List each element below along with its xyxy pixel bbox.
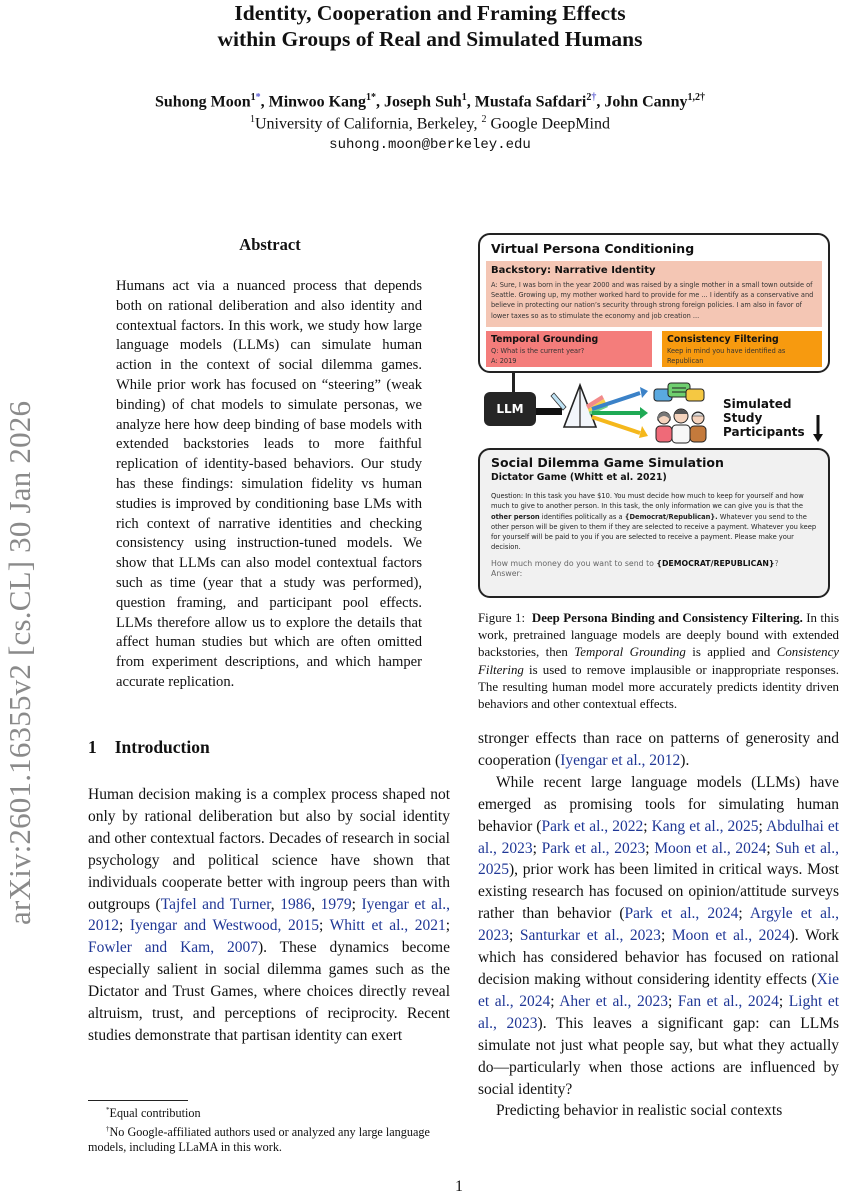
sdg-question-part: Question: In this task you have $10. You must decide how much to keep for yourself and how much to give to another person. In this task, the only information we can give you is that the — [491, 492, 804, 511]
abstract-body: Humans act via a nuanced process that depends both on rational deliberation and also identity and contextual factors. In this work, we study how large language models (LLMs) can simulate human action in the context of social dilemma games. While prior work has focused on “steering” (weak binding) of chat models to simulate personas, we analyze here how deep binding of base models with extended backstories leads to more faithful replication of identity-based behaviors. Our study has these findings: simulation fidelity vs human studies is improved by conditioning base LMs with rich context of narrative identities and checking consistency using instruction-tuned models. We show that LLMs can also model contextual factors such as time (year that a study was performed), question framing, and participant pool effects. LLMs therefore allow us to explore the details that affect human studies but which are often omitted from experiment descriptions, and which hamper accurate replication. — [116, 278, 422, 690]
citation-link[interactable]: Iyengar et al., 2012 — [560, 751, 681, 769]
affiliations — [80, 114, 780, 133]
consistency-filtering-text: Keep in mind you have identified as Republican — [667, 347, 786, 365]
body-text: ). — [680, 751, 690, 769]
temporal-grounding-text — [491, 347, 584, 366]
down-arrow-icon — [813, 415, 823, 443]
author-name: Minwoo Kang — [268, 93, 366, 111]
affiliation-mark: 1 — [250, 92, 256, 103]
caption-bold: Deep Persona Binding and Consistency Filtering. — [531, 611, 803, 625]
intro-right-column — [478, 728, 839, 1122]
footnote-mark: * — [106, 1106, 110, 1114]
citation-link[interactable]: Argyle et al., 2023 — [478, 905, 840, 945]
author-name: Joseph Suh — [383, 93, 462, 111]
citation-link[interactable]: Aher et al., 2023 — [559, 992, 668, 1010]
section-heading-introduction — [88, 737, 210, 758]
paragraph — [478, 728, 839, 772]
connector-line — [512, 371, 515, 393]
caption-label: Figure 1: — [478, 611, 526, 625]
separator: ; — [738, 905, 750, 923]
paragraph — [478, 772, 839, 1101]
separator: ; — [667, 992, 678, 1010]
author-name: John Canny — [604, 93, 688, 111]
citation-link[interactable]: 1986 — [280, 895, 312, 913]
sdg-prompt-text: How much money do you want to send to — [491, 559, 657, 568]
sdg-question-part: Whatever you send to the other person will be given to them if they are selected to receive a payment. Whatever you keep for yourself will be paid to you if you are selected to receive a payment. Please make your decision. — [491, 512, 817, 552]
sdg-title: Social Dilemma Game Simulation — [491, 455, 724, 470]
title-line-1: Identity, Cooperation and Framing Effects — [234, 1, 626, 25]
citation-link[interactable]: Moon et al., 2024 — [671, 927, 790, 945]
footnote-equal-contribution — [88, 1103, 458, 1122]
vpc-title: Virtual Persona Conditioning — [491, 241, 695, 256]
separator: ; — [532, 839, 542, 857]
caption-text: is applied and — [685, 645, 777, 660]
intro-left-column — [88, 784, 450, 1047]
separator: , — [311, 895, 321, 913]
paper-title — [120, 0, 740, 52]
footnote-link[interactable]: * — [370, 92, 376, 103]
sdg-subtitle: Dictator Game (Whitt et al. 2021) — [491, 472, 667, 483]
citation-link[interactable]: Light et al., 2023 — [478, 992, 840, 1032]
consistency-filtering-title: Consistency Filtering — [667, 334, 779, 345]
body-text: ). These dynamics become especially salient in social dilemma games such as the Dictator and Trust Games, where choices directly reveal altruism, trust, and perceptions of reciprocity. Recent studies demonstrate that partisan identity can exert — [88, 939, 450, 1044]
footnotes — [88, 1103, 458, 1156]
separator: ; — [766, 839, 776, 857]
affiliation-mark: 2 — [586, 92, 592, 103]
citation-link[interactable]: Fowler and Kam, 2007 — [88, 939, 258, 957]
temporal-grounding-box — [486, 331, 652, 367]
footnote-divider — [88, 1100, 188, 1101]
citation-link[interactable]: Fan et al., 2024 — [677, 992, 779, 1010]
temporal-question: Q: What is the current year? — [491, 347, 585, 355]
sdg-prompt-text: ? — [774, 559, 779, 568]
author-name: Mustafa Safdari — [474, 93, 587, 111]
affiliation-mark: 1 — [365, 92, 371, 103]
figure-caption — [478, 610, 839, 713]
abstract-heading: Abstract — [239, 235, 301, 254]
backstory-box — [486, 261, 822, 327]
backstory-text: A: Sure, I was born in the year 2000 and was raised by a single mother in a small town outside of Seattle. Growing up, my mother worked hard to provide for me ... I identify as a conservative and believe in protecting our nation’s security through strong foreign policies. I am also in favor of lower taxes so as to stimulate the economy and job creation ... — [491, 281, 814, 320]
separator: ; — [318, 917, 330, 935]
citation-link[interactable]: Moon et al., 2024 — [654, 839, 767, 857]
social-dilemma-game-box — [478, 448, 830, 598]
separator: ; — [445, 917, 451, 935]
separator: ; — [509, 927, 520, 945]
footnote-text: No Google-affiliated authors used or analyzed any large language models, including LLaMA in this work. — [88, 1124, 430, 1155]
citation-link[interactable]: Park et al., 2023 — [541, 839, 646, 857]
body-text: Human decision making is a complex process shaped not only by rational deliberation but also by social identity and other contextual factors. Decades of research in social psychology and political science have shown that individuals cooperate better with ingroup peers than with outgroups ( — [88, 786, 450, 913]
sdg-question-part: identifies politically as a — [539, 512, 625, 521]
figure-1 — [478, 233, 832, 598]
section-title: Introduction — [114, 737, 210, 757]
citation-link[interactable]: Park et al., 2024 — [624, 905, 739, 923]
affiliation-deepmind: Google DeepMind — [486, 115, 610, 133]
separator: ; — [645, 839, 655, 857]
sdg-prompt — [491, 559, 821, 578]
citation-link[interactable]: Iyengar and Westwood, 2015 — [129, 917, 319, 935]
citation-link[interactable]: Whitt et al., 2021 — [329, 917, 446, 935]
body-text: stronger effects than race on patterns of generosity and cooperation ( — [478, 730, 839, 769]
caption-text: is used to remove implausible or inappropriate responses. The resulting human model more accurately predicts identity driven behaviors and other contextual effects. — [478, 662, 839, 712]
page-number: 1 — [455, 1178, 463, 1195]
title-line-2: within Groups of Real and Simulated Humans — [217, 27, 643, 51]
body-text: While recent large language models (LLMs) have emerged as promising tools for simulating human behavior ( — [478, 773, 839, 835]
footnote-link[interactable]: * — [255, 92, 261, 103]
separator: ; — [758, 817, 767, 835]
caption-text: In this work, pretrained language models are deeply bound with extended backstories, then — [478, 611, 839, 660]
citation-link[interactable]: Santurkar et al., 2023 — [519, 927, 661, 945]
body-text: ). This leaves a significant gap: can LLMs simulate not just what people say, but what they actually do—particularly when those actions are influenced by social identity? — [478, 1014, 840, 1098]
footnote-link[interactable]: † — [699, 92, 705, 103]
affiliation-number: 1 — [250, 114, 255, 125]
citation-link[interactable]: Suh et al., 2025 — [478, 839, 840, 879]
consistency-filtering-box — [662, 331, 822, 367]
sdg-answer: Answer: — [491, 568, 523, 578]
citation-link[interactable]: Tajfel and Turner — [160, 895, 271, 913]
prism-and-participants-icon — [536, 381, 716, 451]
separator: ; — [119, 917, 130, 935]
virtual-persona-conditioning-box — [478, 233, 830, 373]
section-number: 1 — [88, 737, 97, 757]
footnote-text: Equal contribution — [109, 1106, 201, 1121]
participants-line-1: Simulated Study — [723, 397, 792, 425]
citation-link[interactable]: Xie et al., 2024 — [478, 970, 839, 1010]
footnote-google-disclaimer — [88, 1122, 458, 1156]
citation-link[interactable]: Abdulhai et al., 2023 — [478, 817, 840, 857]
participants-line-2: Participants — [723, 425, 805, 439]
separator: , — [270, 895, 281, 913]
caption-italic: Consistency Filtering — [478, 645, 840, 677]
body-text: ), prior work has been limited in critical ways. Most existing research has focused on opinion/attitude surveys rather than behavior ( — [478, 861, 839, 923]
sdg-prompt-bold: {DEMOCRAT/REPUBLICAN} — [656, 559, 775, 568]
separator: ; — [660, 927, 672, 945]
separator: ; — [643, 817, 652, 835]
temporal-grounding-title: Temporal Grounding — [491, 334, 599, 345]
llm-box: LLM — [484, 392, 536, 426]
body-text: ). Work which has considered behavior has focused on rational decision making without considering identity effects ( — [478, 927, 840, 988]
paragraph: Predicting behavior in realistic social contexts — [496, 1102, 783, 1120]
affiliation-berkeley: University of California, Berkeley, — [255, 115, 482, 133]
arxiv-identifier-stamp: arXiv:2601.16355v2 [cs.CL] 30 Jan 2026 — [2, 400, 37, 925]
sdg-question-bold: other person — [491, 512, 540, 521]
affiliation-number: 2 — [481, 114, 487, 125]
citation-link[interactable]: Iyengar et al., 2012 — [88, 895, 451, 935]
footnote-link[interactable]: † — [591, 92, 597, 103]
affiliation-mark: 1,2 — [687, 92, 700, 103]
separator: ; — [778, 992, 789, 1010]
author-list: Suhong Moon$^{1*}$, Minwoo Kang$^{1*}$, Joseph Suh$^1$, Mustafa Safdari$^{2\dagger}$, John Canny$^{1,2\dagger}$ — [155, 92, 705, 111]
footnote-mark: † — [106, 1124, 110, 1133]
citation-link[interactable]: Park et al., 2022 — [541, 817, 644, 835]
separator: ; — [550, 992, 560, 1010]
separator: ; — [351, 895, 362, 913]
llm-connector — [536, 408, 562, 415]
citation-link[interactable]: 1979 — [320, 895, 352, 913]
author-name: Suhong Moon — [155, 93, 251, 111]
affiliation-mark: 1 — [461, 92, 467, 103]
citation-link[interactable]: Kang et al., 2025 — [651, 817, 759, 835]
sdg-question-bold: {Democrat/Republican}. — [624, 512, 718, 521]
backstory-title: Backstory: Narrative Identity — [491, 265, 656, 276]
sdg-question — [491, 491, 821, 553]
contact-email[interactable]: suhong.moon@berkeley.edu — [329, 137, 531, 153]
caption-italic: Temporal Grounding — [574, 645, 686, 660]
temporal-answer: A: 2019 — [491, 356, 517, 365]
